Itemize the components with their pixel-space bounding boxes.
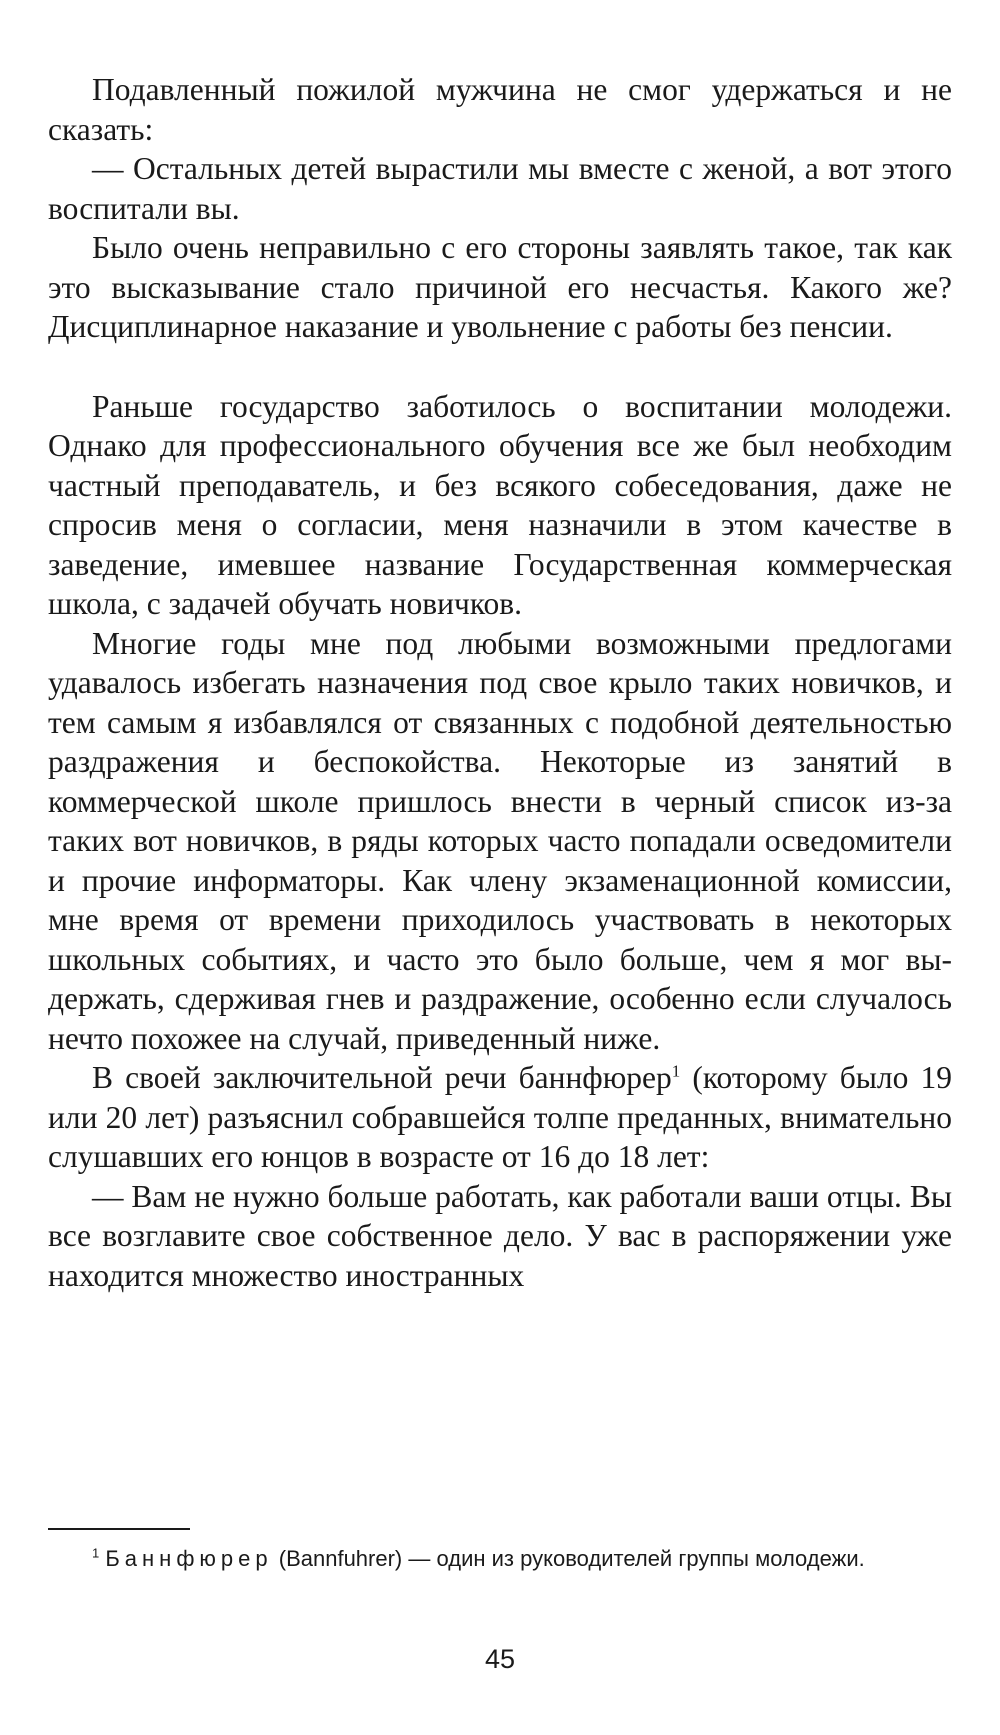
paragraph-6-start: В своей заключительной речи баннфюрер (92, 1060, 672, 1095)
footnote-term: Баннфюрер (105, 1546, 273, 1571)
footnote-divider (48, 1528, 190, 1530)
footnote-mark: 1 (92, 1545, 100, 1561)
paragraph-2: — Остальных детей вырастили мы вместе с женой, а вот этого воспитали вы. (48, 151, 952, 226)
footnote-reference[interactable]: 1 (671, 1061, 681, 1081)
paragraph-5: Многие годы мне под любыми возможными предлогами удавалось избегать назначения под свое крыло таких новичков, и тем самым я избавлялся от связанных с подобной деятельностью раздражения и беспокойства. Некоторые из занятий в коммерческой школе пришлось внести в черный список из-за таких вот новичков, в ряды которых часто попадали осведомители и прочие информаторы. Как члену экзаменационной комиссии, мне время от времени приходилось участвовать в некоторых школьных событиях, и часто это было больше, чем я мог выдержать, сдерживая гнев и раздражение, особенно если случалось нечто похожее на случай, приведенный ниже. (48, 625, 952, 1056)
section-break (48, 347, 952, 387)
paragraph-3: Было очень неправильно с его стороны заявлять такое, так как это высказывание стало причиной его несчастья. Какого же? Дисциплинарное наказание и увольнение с работы без пенсии. (48, 230, 952, 344)
footnote (48, 1542, 952, 1575)
paragraph-7: — Вам не нужно больше работать, как работали ваши отцы. Вы все возглавите свое собственное дело. У вас в распоряжении уже находится множество иностранных (48, 1178, 952, 1293)
page-number: 45 (484, 1644, 516, 1674)
paragraph-4: Раньше государство заботилось о воспитании молодежи. Однако для профессионального обучения все же был необходим частный преподаватель, и без всякого собеседования, даже не спросив меня о согласии, меня назначили в этом качестве в заведение, имевшее название Государственная коммерческая школа, с задачей обучать новичков. (48, 388, 952, 621)
paragraph-6-end: (которому было 19 или 20 лет) разъяснил собравшейся толпе преданных, внимательно слушавших его юнцов в возрасте от 16 до 18 лет: (48, 1060, 953, 1174)
page-body (48, 70, 952, 1295)
paragraph-6 (48, 1058, 952, 1177)
paragraph-1: Подавленный пожилой мужчина не смог удержаться и не сказать: (48, 72, 952, 147)
footnote-text: (Bannfuhrer) — один из руководителей группы молодежи. (272, 1546, 865, 1571)
